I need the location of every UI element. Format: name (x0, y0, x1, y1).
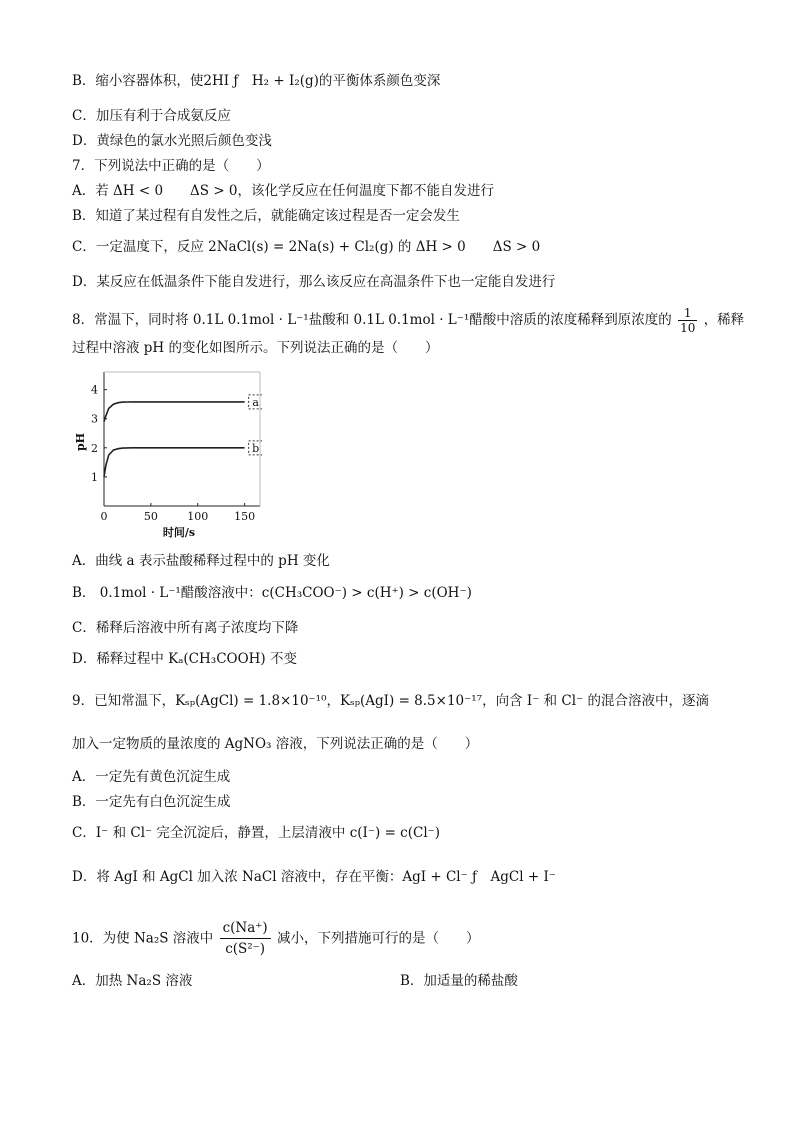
question-8-line2: 过程中溶液 pH 的变化如图所示。下列说法正确的是（ ） (72, 340, 439, 356)
q7-option-d: D．某反应在低温条件下能自发进行，那么该反应在高温条件下也一定能自发进行 (72, 274, 556, 290)
y-tick-label-1: 1 (91, 470, 98, 484)
q10-fraction (220, 918, 271, 959)
y-tick-label-3: 3 (91, 412, 98, 426)
y-axis-label: pH (74, 432, 87, 452)
q10-option-b: B．加适量的稀盐酸 (400, 973, 518, 989)
question-10 (72, 918, 479, 959)
y-tick-label-2: 2 (91, 441, 98, 455)
question-8-line1 (72, 306, 744, 335)
q7-option-a: A．若 ΔH < 0 ΔS > 0，该化学反应在任何温度下都不能自发进行 (72, 183, 495, 199)
q10-fraction-num: c(Na⁺) (220, 918, 271, 939)
q10-fraction-den: c(S²⁻) (225, 941, 266, 957)
ph-chart-svg (72, 368, 262, 540)
q9-option-a: A．一定先有黄色沉淀生成 (72, 769, 231, 785)
q6-option-c: C．加压有利于合成氨反应 (72, 108, 231, 124)
x-tick-label-0: 0 (100, 510, 108, 523)
q8-option-a: A．曲线 a 表示盐酸稀释过程中的 pH 变化 (72, 553, 330, 569)
x-tick-label-150: 150 (234, 510, 256, 523)
q8-fraction-den: 10 (680, 321, 696, 335)
q8-option-b: B． 0.1mol · L⁻¹醋酸溶液中：c(CH₃COO⁻) > c(H⁺) > c(OH⁻) (72, 585, 472, 601)
q7-option-c: C．一定温度下，反应 2NaCl(s) = 2Na(s) + Cl₂(g) 的 ΔH > 0 ΔS > 0 (72, 239, 541, 255)
q7-option-b: B．知道了某过程有自发性之后，就能确定该过程是否一定会发生 (72, 208, 460, 224)
series-label-b: b (252, 441, 260, 455)
q9-option-b: B．一定先有白色沉淀生成 (72, 794, 231, 810)
q6-option-b: B．缩小容器体积，使2HI ƒ H₂ + I₂(g)的平衡体系颜色变深 (72, 73, 441, 89)
question-9-line1: 9．已知常温下，Kₛₚ(AgCl) = 1.8×10⁻¹⁰，Kₛₚ(AgI) = 8.5×10⁻¹⁷，向含 I⁻ 和 Cl⁻ 的混合溶液中，逐滴 (72, 693, 709, 709)
q10-text-pre: 10．为使 Na₂S 溶液中 (72, 930, 214, 947)
q8-fraction-num: 1 (678, 306, 697, 321)
q8-option-c: C．稀释后溶液中所有离子浓度均下降 (72, 620, 299, 636)
q8-text-pre: 8．常温下，同时将 0.1L 0.1mol · L⁻¹盐酸和 0.1L 0.1mol · L⁻¹醋酸中溶质的浓度稀释到原浓度的 (72, 312, 672, 328)
series-label-a: a (252, 395, 259, 409)
y-tick-label-4: 4 (91, 383, 98, 397)
q10-text-post: 减小，下列措施可行的是（ ） (276, 930, 480, 947)
q10-option-a: A．加热 Na₂S 溶液 (72, 973, 193, 989)
q9-option-d: D．将 AgI 和 AgCl 加入浓 NaCl 溶液中，存在平衡：AgI + Cl⁻ ƒ AgCl + I⁻ (72, 869, 556, 885)
series-line-b (104, 448, 245, 477)
question-7: 7．下列说法中正确的是（ ） (72, 158, 270, 174)
q8-text-post: ，稀释 (703, 312, 745, 328)
ph-chart (72, 368, 262, 540)
q8-fraction (678, 306, 697, 335)
q8-option-d: D．稀释过程中 Kₐ(CH₃COOH) 不变 (72, 651, 297, 667)
x-tick-label-100: 100 (187, 510, 209, 523)
series-line-a (104, 402, 245, 422)
x-axis-label: 时间/s (162, 526, 196, 539)
q6-option-d: D．黄绿色的氯水光照后颜色变浅 (72, 133, 272, 149)
question-9-line2: 加入一定物质的量浓度的 AgNO₃ 溶液，下列说法正确的是（ ） (72, 736, 479, 752)
x-tick-label-50: 50 (143, 510, 158, 523)
q9-option-c: C．I⁻ 和 Cl⁻ 完全沉淀后，静置，上层清液中 c(I⁻) = c(Cl⁻) (72, 825, 441, 841)
